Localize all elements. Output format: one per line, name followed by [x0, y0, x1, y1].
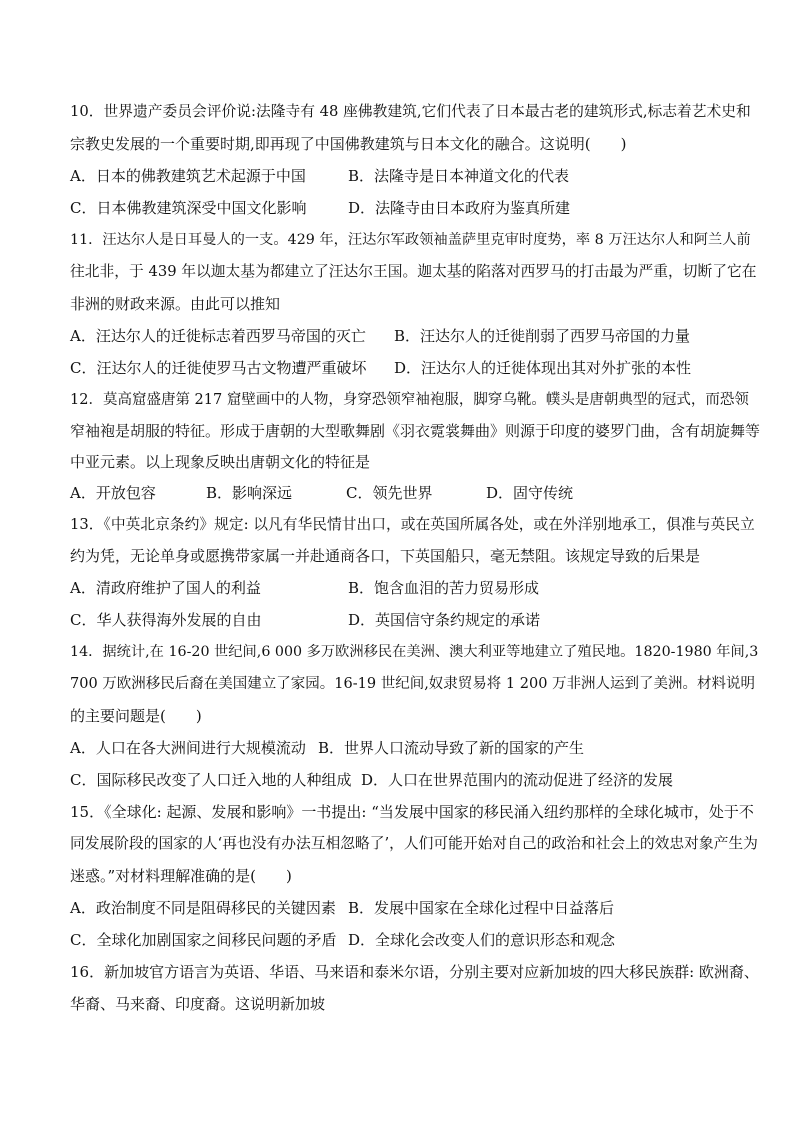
question-13-stem-line-1: 13．《中英北京条约》规定: 以凡有华民情甘出口，或在英国所属各处，或在外洋别地承工，俱准与英民立: [70, 516, 755, 533]
question-10-option-d[interactable]: D．法隆寺由日本政府为鉴真所建: [348, 199, 571, 217]
question-15-option-b[interactable]: B．发展中国家在全球化过程中日益落后: [348, 899, 615, 917]
question-10-option-c[interactable]: C．日本佛教建筑深受中国文化影响: [70, 199, 307, 217]
question-12-option-c[interactable]: C．领先世界: [346, 484, 433, 502]
question-14-stem-line-3: 的主要问题是( ): [70, 707, 202, 725]
question-15-option-c[interactable]: C．全球化加剧国家之间移民问题的矛盾: [70, 931, 337, 949]
question-15-stem-line-2: 同发展阶段的国家的人‘再也没有办法互相忽略了’，人们可能开始对自己的政治和社会上的效忠对象产生为: [70, 835, 758, 852]
question-11-stem-line-1: 11．汪达尔人是日耳曼人的一支。429 年，汪达尔军政领袖盖萨里克审时度势，率 8 万汪达尔人和阿兰人前: [70, 232, 751, 248]
question-11-stem-line-3: 非洲的财政来源。由此可以推知: [70, 295, 281, 313]
question-14-option-a[interactable]: A．人口在各大洲间进行大规模流动: [70, 739, 306, 757]
question-15-option-d[interactable]: D．全球化会改变人们的意识形态和观念: [348, 931, 616, 949]
question-14-stem-line-1: 14．据统计,在 16-20 世纪间,6 000 多万欧洲移民在美洲、澳大利亚等地建立了殖民地。1820-1980 年间,3: [70, 644, 759, 660]
question-14-option-c[interactable]: C．国际移民改变了人口迁入地的人种组成: [70, 771, 352, 789]
question-15-stem-line-1: 15．《全球化: 起源、发展和影响》一书提出: “当发展中国家的移民涌入纽约那样的全球化城市，处于不: [70, 803, 754, 821]
question-14-option-d[interactable]: D．人口在世界范围内的流动促进了经济的发展: [361, 771, 674, 789]
question-11-stem-line-2: 往北非，于 439 年以迦太基为都建立了汪达尔王国。迦太基的陷落对西罗马的打击最为严重，切断了它在: [70, 263, 757, 280]
question-10-stem-line-1: 10．世界遗产委员会评价说:法隆寺有 48 座佛教建筑,它们代表了日本最古老的建筑形式,标志着艺术史和: [70, 103, 751, 120]
question-12-stem-line-2: 窄袖袍是胡服的特征。形成于唐朝的大型歌舞剧《羽衣霓裳舞曲》则源于印度的婆罗门曲，含有胡旋舞等: [70, 422, 761, 440]
question-10-option-a[interactable]: A．日本的佛教建筑艺术起源于中国: [70, 167, 306, 185]
question-12-option-b[interactable]: B．影响深远: [206, 484, 293, 502]
question-13-option-a[interactable]: A．清政府维护了国人的利益: [70, 579, 261, 597]
question-12-option-a[interactable]: A．开放包容: [70, 484, 156, 502]
question-14-option-b[interactable]: B．世界人口流动导致了新的国家的产生: [318, 739, 585, 757]
question-15-option-a[interactable]: A．政治制度不同是阻碍移民的关键因素: [70, 899, 336, 917]
question-11-option-d[interactable]: D．汪达尔人的迁徙体现出其对外扩张的本性: [394, 359, 692, 377]
question-12-stem-line-3: 中亚元素。以上现象反映出唐朝文化的特征是: [70, 453, 371, 471]
question-12-stem-line-1: 12．莫高窟盛唐第 217 窟壁画中的人物，身穿恐领窄袖袍服，脚穿乌靴。幞头是唐朝典型的冠式，而恐领: [70, 392, 749, 408]
question-13-option-b[interactable]: B．饱含血泪的苦力贸易形成: [348, 579, 540, 597]
question-16-stem-line-2: 华裔、马来裔、印度裔。这说明新加坡: [70, 995, 326, 1013]
question-11-option-a[interactable]: A．汪达尔人的迁徙标志着西罗马帝国的灭亡: [70, 327, 366, 345]
question-12-option-d[interactable]: D．固守传统: [486, 484, 574, 502]
question-14-stem-line-2: 700 万欧洲移民后裔在美国建立了家园。16-19 世纪间,奴隶贸易将 1 200 万非洲人运到了美洲。材料说明: [70, 676, 756, 692]
question-13-option-d[interactable]: D．英国信守条约规定的承诺: [348, 611, 541, 629]
question-10-option-b[interactable]: B．法隆寺是日本神道文化的代表: [348, 167, 570, 185]
question-10-stem-line-2: 宗教史发展的一个重要时期,即再现了中国佛教建筑与日本文化的融合。这说明( ): [70, 135, 627, 153]
question-13-stem-line-2: 约为凭，无论单身或愿携带家属一并赴通商各口，下英国船只，毫无禁阻。该规定导致的后果是: [70, 547, 701, 565]
question-11-option-c[interactable]: C．汪达尔人的迁徙使罗马古文物遭严重破坏: [70, 359, 367, 377]
question-16-stem-line-1: 16．新加坡官方语言为英语、华语、马来语和泰米尔语，分别主要对应新加坡的四大移民族群: 欧洲裔、: [70, 963, 759, 981]
question-15-stem-line-3: 迷惑。”对材料理解准确的是( ): [70, 867, 292, 885]
question-13-option-c[interactable]: C．华人获得海外发展的自由: [70, 611, 262, 629]
question-11-option-b[interactable]: B．汪达尔人的迁徙削弱了西罗马帝国的力量: [394, 327, 691, 345]
